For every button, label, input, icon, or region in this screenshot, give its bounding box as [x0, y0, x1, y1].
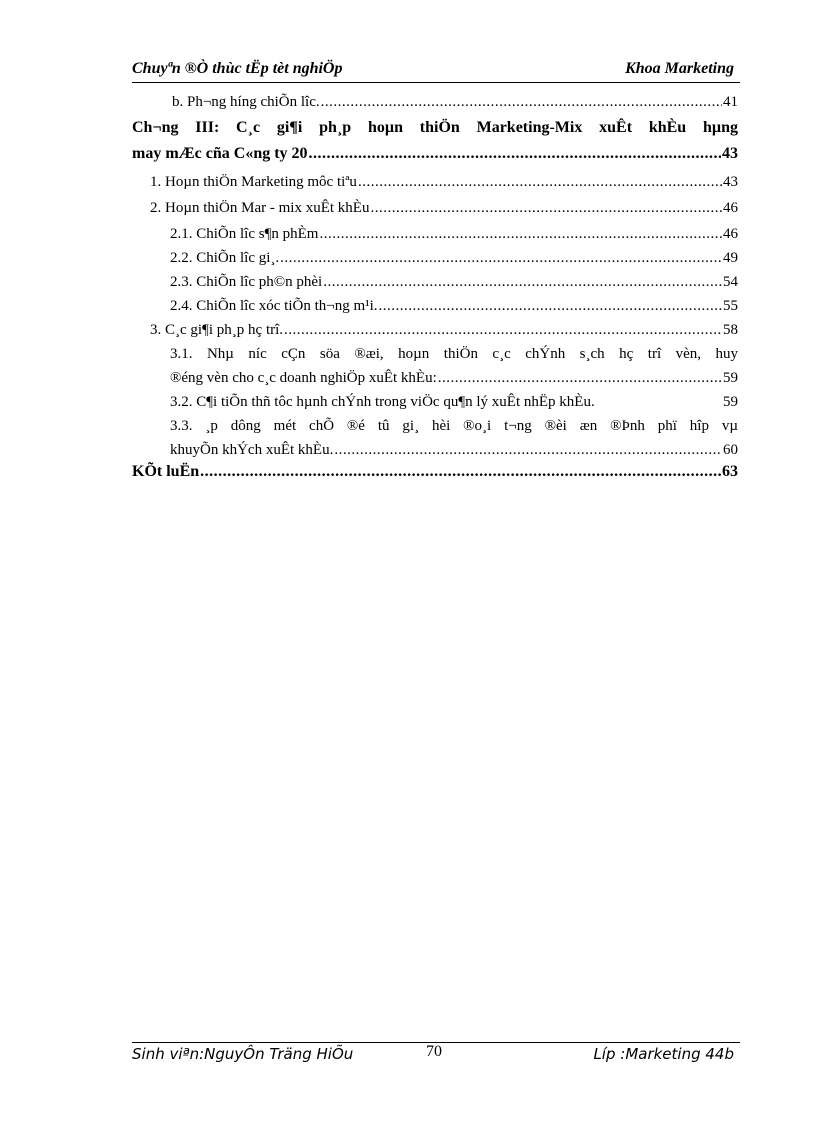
toc-entry-page: 63 — [722, 463, 738, 480]
toc-entry-page: 55 — [723, 298, 738, 314]
toc-entry-section-3-3 — [170, 416, 738, 460]
toc-entry-page: 60 — [723, 442, 738, 458]
toc-entry-text: 3.2. C¶i tiÕn thñ tôc hµnh chÝnh trong viÖc qu¶n lý xuÊt nhËp khÈu. — [170, 394, 595, 410]
toc-entry-page: 54 — [723, 274, 738, 290]
toc-entry-section-2 — [150, 198, 738, 218]
toc-entry-section-3-1 — [170, 344, 738, 388]
toc-entry-text: 2.4. ChiÕn lîc xóc tiÕn th¬ng m¹i. — [170, 298, 378, 314]
toc-entry-text: 2.2. ChiÕn lîc gi¸. — [170, 250, 280, 266]
toc-entry-page: 46 — [723, 226, 738, 242]
toc-entry-section-3 — [150, 320, 738, 340]
toc-entry-page: 59 — [723, 394, 738, 410]
header-department: Khoa Marketing — [625, 60, 734, 77]
toc-entry-text: may mÆc cña C«ng ty 20 — [132, 145, 308, 162]
toc-entry-page: 46 — [723, 200, 738, 216]
toc-entry-text: 1. Hoµn thiÖn Marketing môc tiªu — [150, 174, 357, 190]
toc-entry-section-2-4 — [170, 296, 738, 316]
page-number: 70 — [426, 1043, 442, 1060]
page-header — [132, 58, 740, 83]
toc-entry-text-line1: Ch¬ng III: C¸c gi¶i ph¸p hoµn thiÖn Marketing-Mix xuÊt khÈu hµng — [132, 119, 738, 136]
toc-entry-page: 58 — [723, 322, 738, 338]
footer-student: Sinh viªn:NguyÔn Träng HiÕu — [132, 1045, 354, 1063]
toc-entry-conclusion — [132, 462, 738, 482]
toc-entry-section-2-1 — [170, 224, 738, 244]
toc-entry-page: 43 — [722, 145, 738, 162]
toc-entry-text: 2.3. ChiÕn lîc ph©n phèi — [170, 274, 323, 290]
header-title: Chuyªn ®Ò thùc tËp tèt nghiÖp — [132, 60, 343, 77]
toc-entry-section-3-2 — [170, 392, 738, 412]
toc-entry-text: b. Ph¬ng híng chiÕn lîc. — [172, 94, 320, 110]
toc-entry-section-1 — [150, 172, 738, 192]
page-footer — [132, 1042, 740, 1073]
toc-entry-text: 2.1. ChiÕn lîc s¶n phÈm — [170, 226, 319, 242]
toc-entry-text: khuyÕn khÝch xuÊt khÈu. — [170, 442, 334, 458]
toc-entry-chapter-3 — [132, 118, 738, 164]
toc-entry-page: 41 — [723, 94, 738, 110]
toc-entry-page: 49 — [723, 250, 738, 266]
toc-entry-text: KÕt luËn — [132, 463, 200, 480]
toc-entry-section-2-3 — [170, 272, 738, 292]
footer-class: Líp :Marketing 44b — [593, 1045, 734, 1063]
toc-entry-text: ®éng vèn cho c¸c doanh nghiÖp xuÊt khÈu: — [170, 370, 437, 386]
toc-entry-strategy-direction — [172, 92, 738, 112]
toc-entry-text: 3. C¸c gi¶i ph¸p hç trî. — [150, 322, 284, 338]
toc-entry-page: 43 — [723, 174, 738, 190]
toc-entry-text-line1: 3.1. Nhµ níc cÇn söa ®æi, hoµn thiÖn c¸c chÝnh s¸ch hç trî vèn, huy — [170, 346, 738, 362]
toc-entry-text-line1: 3.3. ¸p dông mét chÕ ®é tû gi¸ hèi ®o¸i t¬ng ®èi æn ®Þnh phï hîp vµ — [170, 418, 738, 434]
toc-entry-text: 2. Hoµn thiÖn Mar - mix xuÊt khÈu — [150, 200, 370, 216]
toc-entry-page: 59 — [723, 370, 738, 386]
toc-entry-section-2-2 — [170, 248, 738, 268]
